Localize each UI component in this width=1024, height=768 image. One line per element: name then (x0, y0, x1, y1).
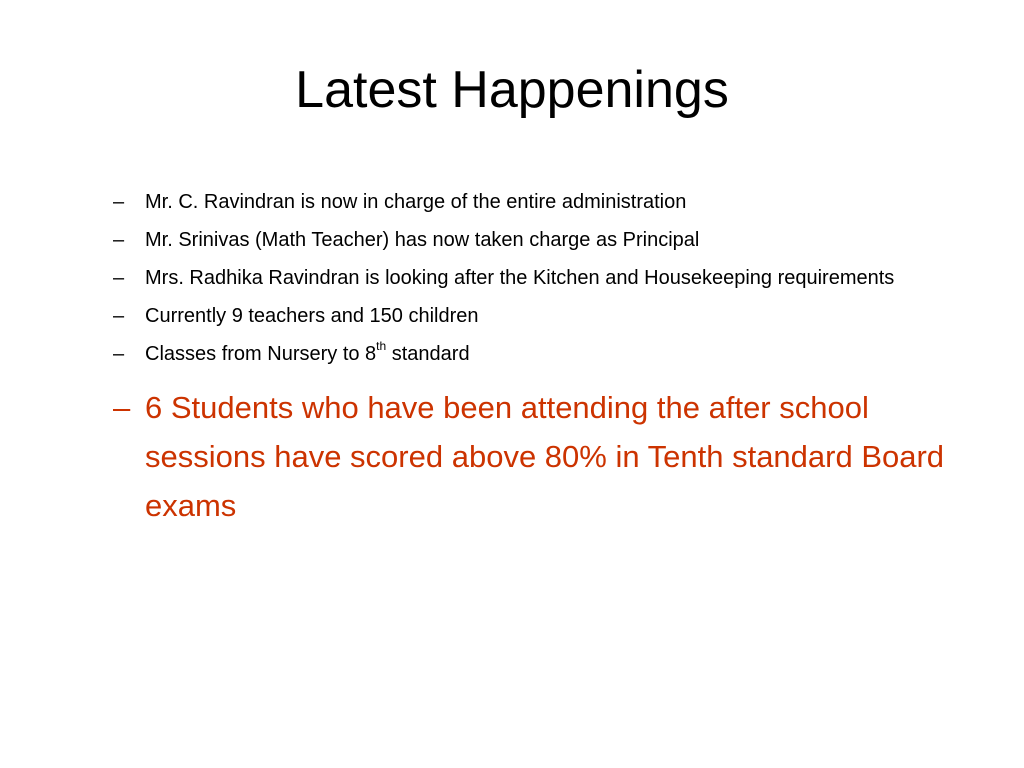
bullet-item (113, 263, 973, 293)
bullet-list (113, 187, 973, 538)
bullet-text: Mr. Srinivas (Math Teacher) has now taken charge as Principal (145, 229, 700, 251)
bullet-text-before: Classes from Nursery to 8 (145, 343, 377, 365)
bullet-text: Mrs. Radhika Ravindran is looking after the Kitchen and Housekeeping requirements (145, 267, 895, 289)
highlighted-bullet-item (113, 383, 973, 530)
dash-bullet-icon: – (113, 390, 131, 425)
dash-bullet-icon: – (113, 267, 125, 289)
bullet-item (113, 339, 973, 369)
dash-bullet-icon: – (113, 343, 125, 365)
highlighted-bullet-text: 6 Students who have been attending the after school sessions have scored above 80% in Tenth standard Board exams (145, 390, 945, 523)
dash-bullet-icon: – (113, 229, 125, 251)
bullet-item (113, 225, 973, 255)
slide-title: Latest Happenings (295, 61, 729, 119)
bullet-text: Currently 9 teachers and 150 children (145, 305, 479, 327)
bullet-text: Mr. C. Ravindran is now in charge of the entire administration (145, 191, 687, 213)
superscript: th (376, 339, 387, 354)
bullet-item (113, 187, 973, 217)
bullet-item (113, 301, 973, 331)
dash-bullet-icon: – (113, 305, 125, 327)
bullet-text-after: standard (386, 343, 470, 365)
dash-bullet-icon: – (113, 191, 125, 213)
bullet-text (145, 339, 470, 365)
